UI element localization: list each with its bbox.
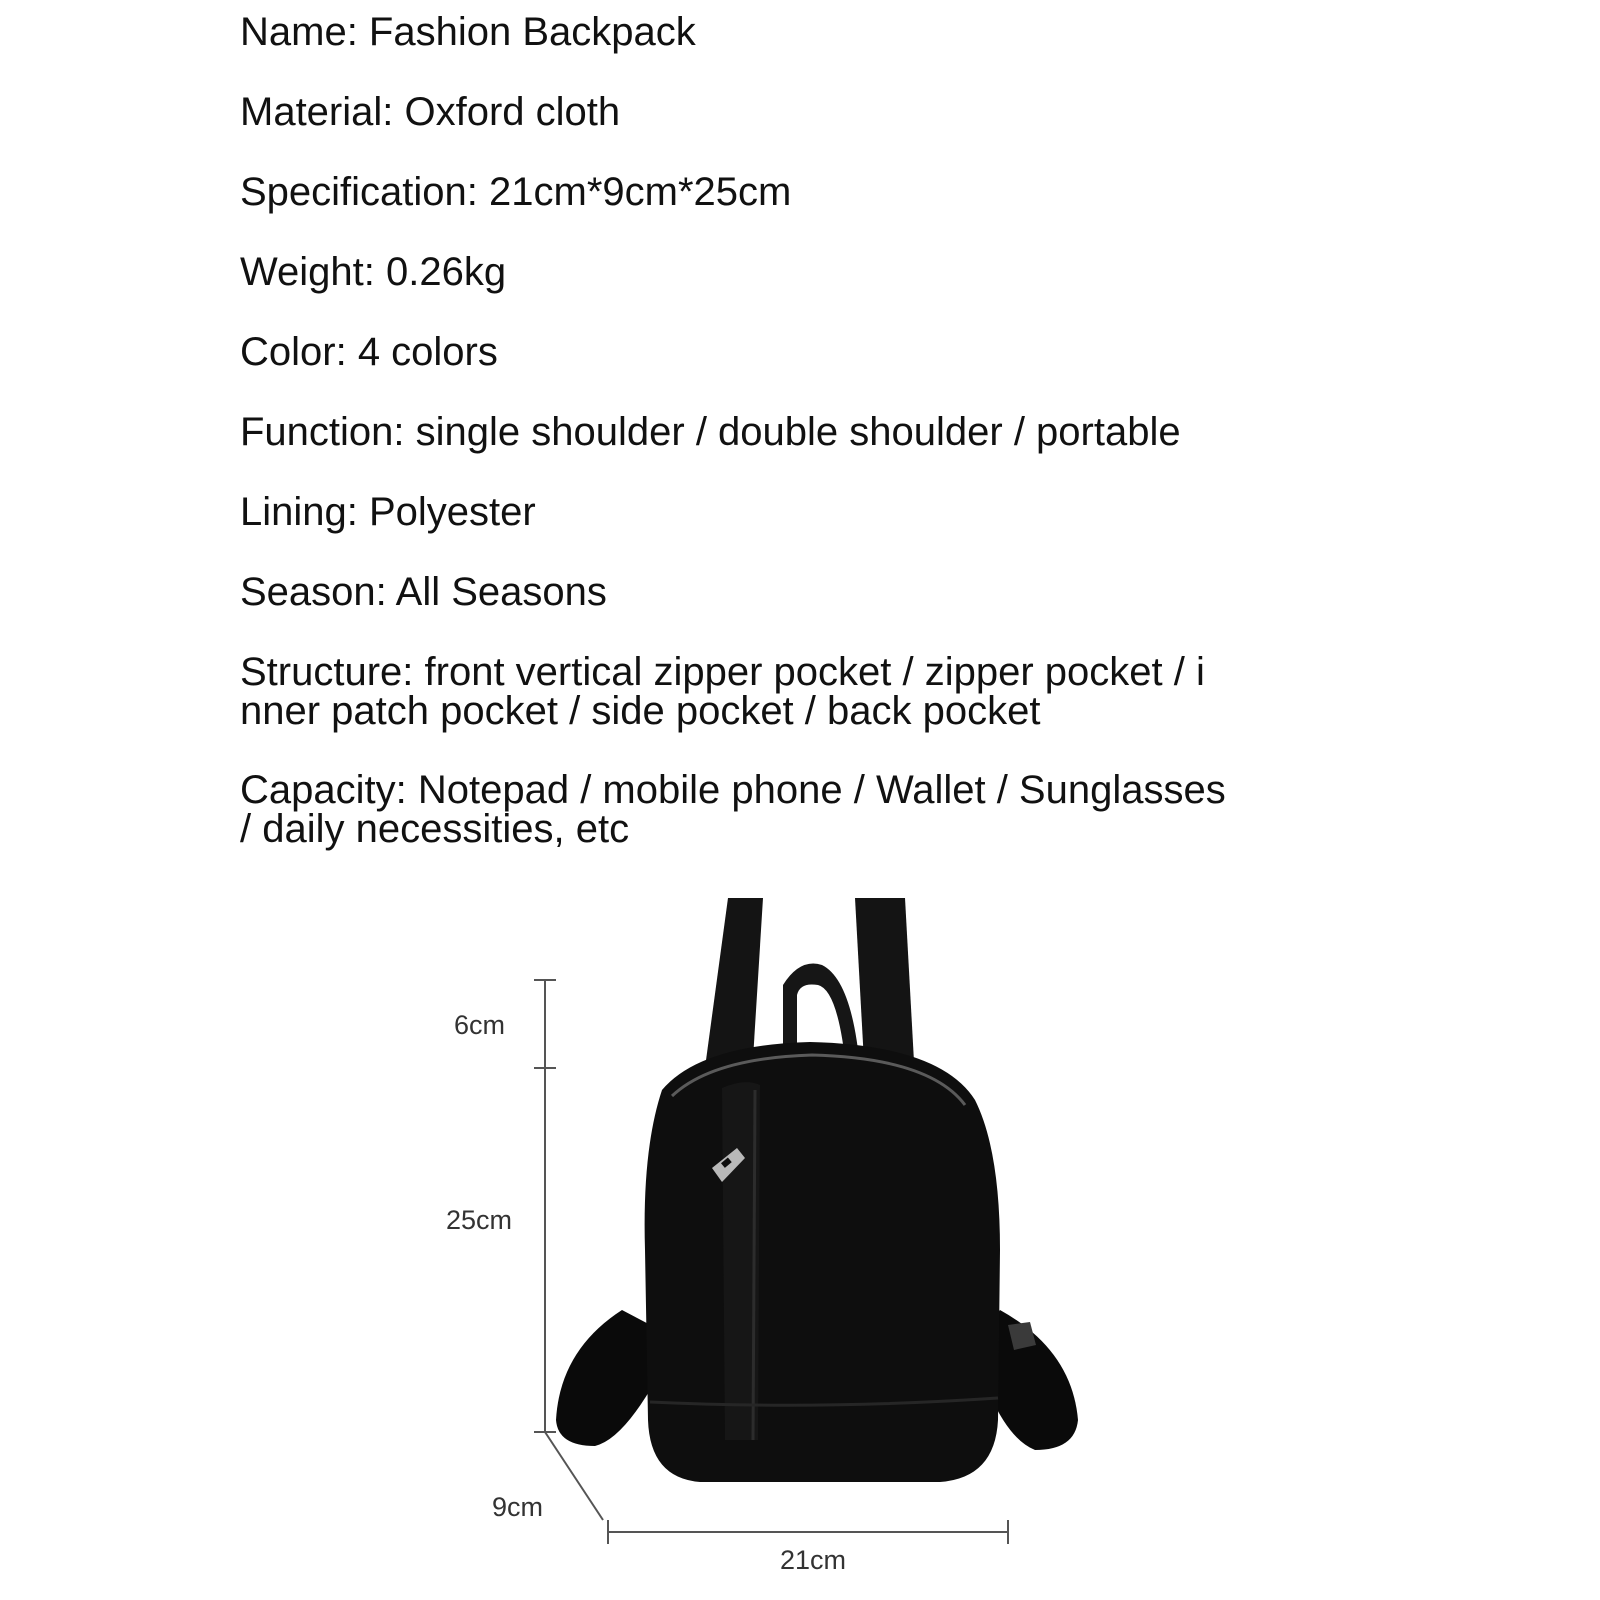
- spec-color: Color: 4 colors: [240, 330, 498, 374]
- front-pocket-seam: [753, 1090, 755, 1440]
- backpack-icon: [556, 898, 1078, 1482]
- spec-structure-line-2: nner patch pocket / side pocket / back pocket: [240, 689, 1041, 733]
- dimension-label-body-height: 25cm: [446, 1205, 513, 1235]
- dimension-label-handle-height: 6cm: [454, 1010, 506, 1040]
- spec-weight: Weight: 0.26kg: [240, 250, 507, 294]
- spec-capacity-line-2: / daily necessities, etc: [240, 807, 630, 851]
- dimension-label-width: 21cm: [780, 1545, 847, 1575]
- spec-season: Season: All Seasons: [240, 570, 607, 614]
- spec-lining: Lining: Polyester: [240, 490, 536, 534]
- spec-structure-line-1: Structure: front vertical zipper pocket / zipper pocket / i: [240, 650, 1205, 694]
- spec-capacity-line-1: Capacity: Notepad / mobile phone / Wallet / Sunglasses: [240, 768, 1226, 812]
- left-lower-strap: [556, 1310, 660, 1446]
- dimension-label-depth: 9cm: [492, 1492, 544, 1522]
- spec-material: Material: Oxford cloth: [240, 90, 621, 134]
- spec-name: Name: Fashion Backpack: [240, 10, 696, 54]
- spec-function: Function: single shoulder / double shoulder / portable: [240, 410, 1181, 454]
- backpack-body: [645, 1042, 1000, 1482]
- spec-specification: Specification: 21cm*9cm*25cm: [240, 170, 792, 214]
